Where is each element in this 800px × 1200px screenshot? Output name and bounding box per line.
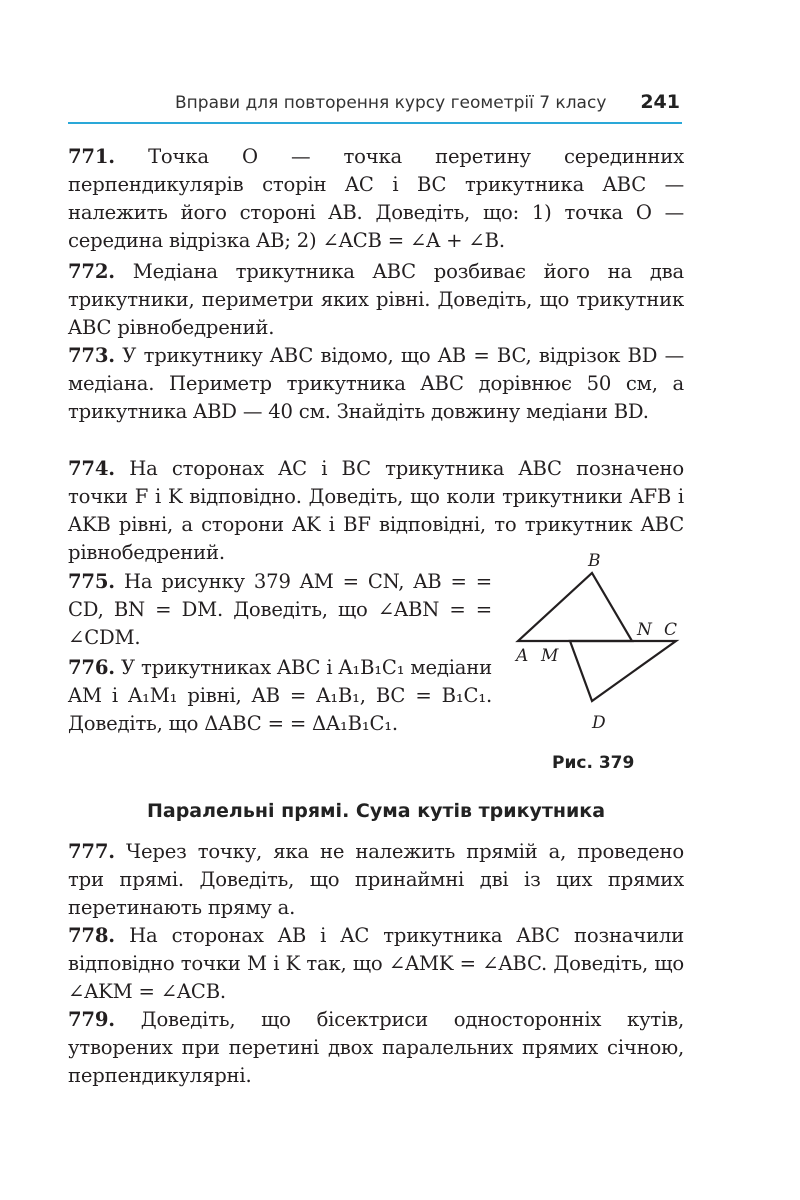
problem-number: 778. [68, 924, 115, 947]
running-header-title: Вправи для повторення курсу геометрії 7 класу [175, 93, 607, 113]
figure-379 [508, 548, 688, 748]
problem-772 [68, 258, 684, 342]
section-title: Паралельні прямі. Сума кутів трикутника [146, 800, 606, 822]
label-m: M [541, 646, 559, 666]
problem-number: 777. [68, 840, 115, 863]
problem-number: 776. [68, 656, 115, 679]
problem-773 [68, 342, 684, 426]
page-number: 241 [640, 91, 680, 113]
problem-text: У трикутниках ABC і A₁B₁C₁ медіани AM і A₁M₁ рівні, AB = A₁B₁, BC = B₁C₁. Доведіть, що ΔABC = = ΔA₁B₁C₁. [68, 656, 492, 735]
problem-number: 779. [68, 1008, 115, 1031]
label-a: A [516, 646, 529, 666]
problem-number: 771. [68, 145, 115, 168]
figure-caption: Рис. 379 [552, 753, 635, 773]
problem-number: 774. [68, 457, 115, 480]
problem-number: 772. [68, 260, 115, 283]
label-n: N [637, 620, 652, 640]
problem-text: Точка O — точка перетину серединних перпендикулярів сторін AC і BC трикутника ABC — належить його стороні AB. Доведіть, що: 1) точка O — середина відрізка AB; 2) ∠ACB = ∠A + ∠B. [68, 145, 684, 252]
problem-number: 773. [68, 344, 115, 367]
problem-text: На сторонах AB і AC трикутника ABC позначили відповідно точки M і K так, що ∠AMK = ∠ABC. Доведіть, що ∠AKM = ∠ACB. [68, 924, 684, 1003]
label-c: C [664, 620, 678, 640]
header-divider [68, 122, 682, 124]
problem-771 [68, 143, 684, 255]
problem-number: 775. [68, 570, 115, 593]
problem-775 [68, 568, 492, 652]
problem-778 [68, 922, 684, 1006]
problem-text: Медіана трикутника ABC розбиває його на два трикутники, периметри яких рівні. Доведіть, що трикутник ABC рівнобедрений. [68, 260, 684, 339]
label-d: D [592, 713, 606, 733]
problem-777 [68, 838, 684, 922]
problem-text: На рисунку 379 AM = CN, AB = = CD, BN = DM. Доведіть, що ∠ABN = = ∠CDM. [68, 570, 492, 649]
problem-text: Через точку, яка не належить прямій a, проведено три прямі. Доведіть, що принаймні дві із цих прямих перетинають пряму a. [68, 840, 684, 919]
problem-text: У трикутнику ABC відомо, що AB = BC, відрізок BD — медіана. Периметр трикутника ABC дорівнює 50 см, а трикутника ABD — 40 см. Знайдіть довжину медіани BD. [68, 344, 684, 423]
triangle-abn [518, 573, 632, 641]
problem-779 [68, 1006, 684, 1090]
triangle-mcd [570, 641, 676, 701]
label-b: B [588, 551, 601, 571]
problem-text: Доведіть, що бісектриси односторонніх кутів, утворених при перетині двох паралельних прямих січною, перпендикулярні. [68, 1008, 684, 1087]
problem-text: На сторонах AC і BC трикутника ABC позначено точки F і K відповідно. Доведіть, що коли трикутники AFB і AKB рівні, а сторони AK і BF відповідні, то трикутник ABC рівнобедрений. [68, 457, 684, 564]
problem-776 [68, 654, 492, 738]
geometry-diagram [508, 548, 688, 748]
